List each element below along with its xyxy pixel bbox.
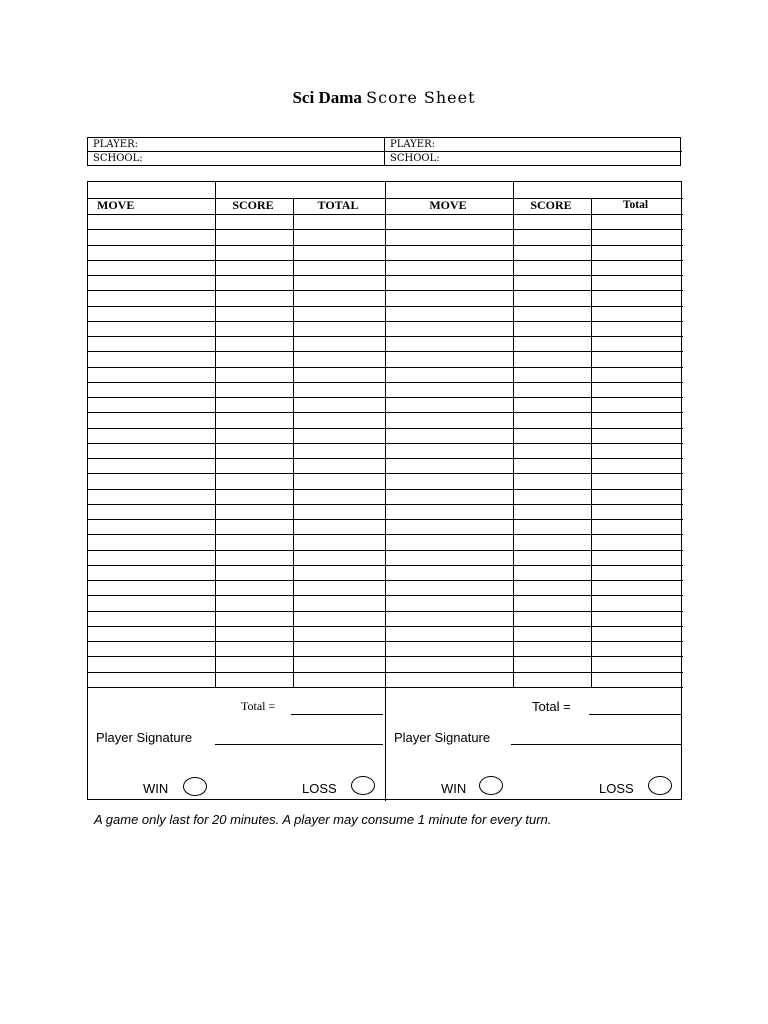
total-label-left: Total =: [241, 699, 276, 713]
col-header-total-right: Total: [622, 199, 649, 211]
signature-line-left[interactable]: [215, 744, 383, 745]
col-header-score-right: SCORE: [530, 198, 572, 212]
col-header-score-left: SCORE: [232, 198, 274, 212]
total-label-right: Total =: [532, 699, 571, 714]
score-grid-lines: [88, 182, 683, 801]
player-info-table: [87, 137, 681, 166]
signature-label-right: Player Signature: [394, 730, 491, 745]
school-field-left[interactable]: SCHOOL:: [93, 153, 143, 164]
school-field-right[interactable]: SCHOOL:: [390, 153, 440, 164]
total-line-right[interactable]: [589, 714, 681, 715]
rules-note: A game only last for 20 minutes. A player may consume 1 minute for every turn.: [94, 812, 552, 827]
col-header-total-left: TOTAL: [317, 198, 359, 212]
col-header-move-left: MOVE: [97, 198, 135, 212]
win-checkbox-left[interactable]: [183, 777, 207, 796]
player-info-left: [88, 138, 385, 165]
loss-checkbox-right[interactable]: [648, 776, 672, 795]
total-line-left[interactable]: [291, 714, 383, 715]
page-title: [0, 88, 768, 108]
title-bold: Sci Dama: [292, 88, 362, 107]
win-label-right: WIN: [441, 781, 467, 796]
score-grid: [87, 181, 682, 800]
signature-line-right[interactable]: [511, 744, 681, 745]
player-field-right[interactable]: PLAYER:: [385, 138, 682, 152]
loss-label-right: LOSS: [599, 781, 634, 796]
loss-label-left: LOSS: [302, 781, 337, 796]
player-field-left[interactable]: PLAYER:: [88, 138, 384, 152]
col-header-move-right: MOVE: [429, 198, 467, 212]
loss-checkbox-left[interactable]: [351, 776, 375, 795]
title-regular: Score Sheet: [366, 88, 476, 107]
win-label-left: WIN: [143, 781, 169, 796]
signature-label-left: Player Signature: [96, 730, 193, 745]
win-checkbox-right[interactable]: [479, 776, 503, 795]
player-info-right: [385, 138, 682, 165]
